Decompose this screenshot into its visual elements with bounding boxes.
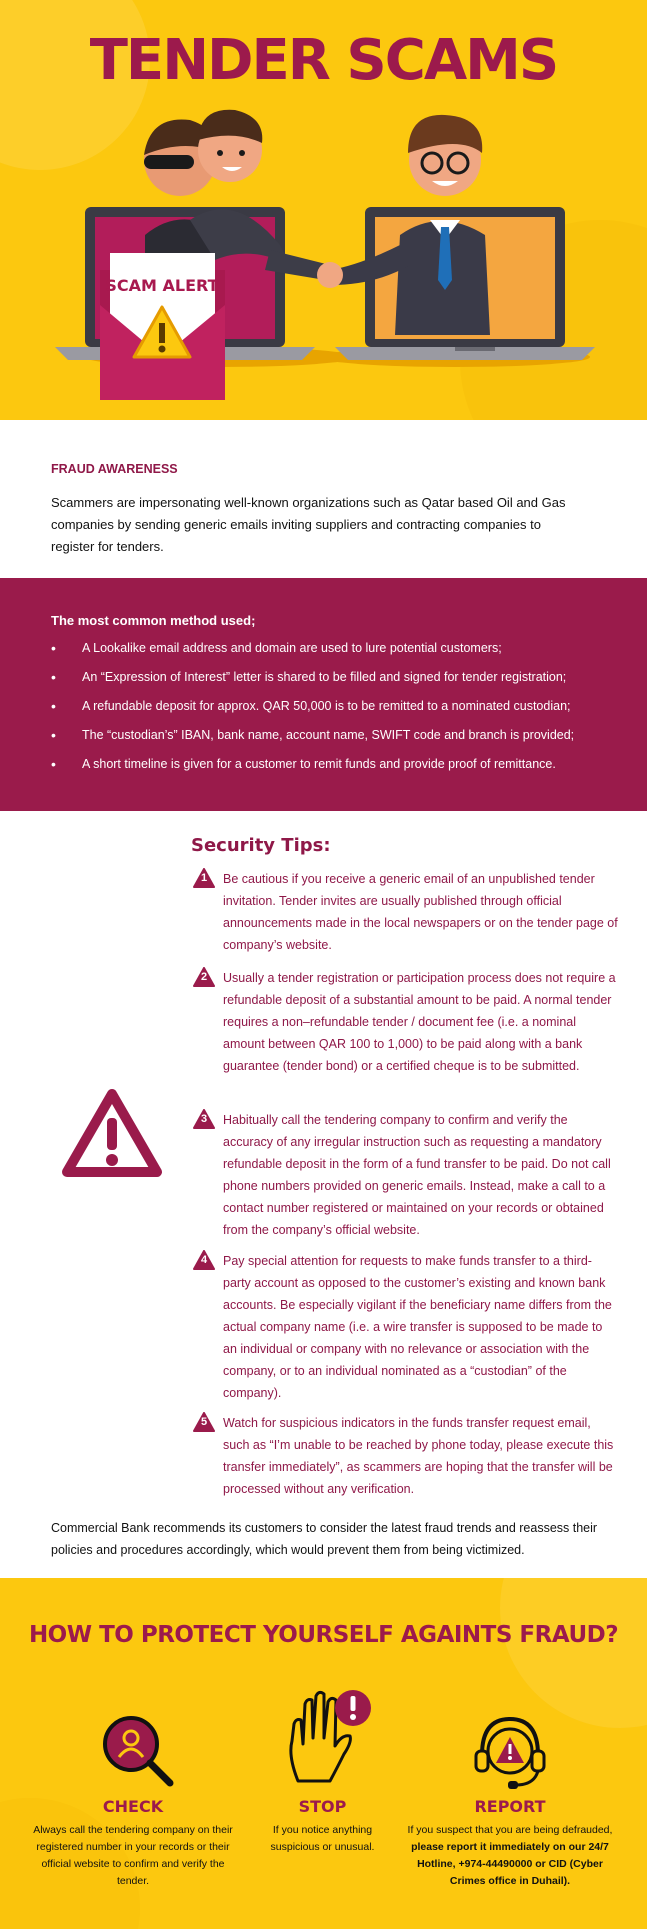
support-headset-icon [468, 1711, 552, 1793]
warning-triangle-icon [60, 1086, 164, 1180]
fraud-awareness-text: Scammers are impersonating well-known organizations such as Qatar based Oil and Gas companies by sending generic emails inviting suppliers and contracting companies to register for tenders. [51, 495, 566, 554]
report-hotline-text: please report it immediately on our 24/7 Hotline, +974-44490000 or CID (Cyber Crimes office in Duhail). [411, 1841, 609, 1887]
security-tip-3 [193, 1109, 618, 1241]
handshake-scam-illustration [40, 95, 610, 415]
fraud-awareness-heading: FRAUD AWARENESS [51, 462, 178, 476]
fraud-awareness-section [0, 420, 647, 578]
scam-alert-envelope-icon [100, 253, 225, 400]
tip-number-badge: 1 [193, 868, 215, 888]
security-tip-4 [193, 1250, 618, 1404]
report-title: REPORT [474, 1797, 546, 1816]
common-method-heading: The most common method used; [51, 613, 256, 628]
list-item: • A short timeline is given for a customer to remit funds and provide proof of remittance. [51, 750, 621, 779]
common-method-section [0, 578, 647, 811]
security-tip-1 [193, 868, 618, 956]
tip-text: Be cautious if you receive a generic email of an unpublished tender invitation. Tender invites are usually published through official announcements made in the local newspapers or on the tender page of company’s website. [223, 872, 618, 952]
tip-text: Watch for suspicious indicators in the funds transfer request email, such as “I’m unable to be reached by phone today, please execute this transfer immediately”, as scammers are hoping that the transfer will be processed without any verification. [223, 1416, 614, 1496]
magnifier-user-icon [98, 1711, 178, 1791]
list-item: • The “custodian’s” IBAN, bank name, account name, SWIFT code and branch is provided; [51, 721, 621, 750]
tip-number-badge: 2 [193, 967, 215, 987]
stop-text: If you notice anything suspicious or unusual. [270, 1824, 375, 1853]
closing-statement: Commercial Bank recommends its customers to consider the latest fraud trends and reassess their policies and procedures accordingly, which would prevent them from being victimized. [51, 1521, 598, 1557]
stop-hand-icon [280, 1686, 375, 1791]
tip-number-badge: 4 [193, 1250, 215, 1270]
tip-text: Habitually call the tendering company to confirm and verify the accuracy of any irregular instruction such as requesting a mandatory refundable deposit in the form of a fund transfer to be paid. Do not call phone numbers provided on generic emails. Instead, make a call to a contact number registered or maintained on your records or obtained from the company’s official website. [223, 1113, 611, 1237]
security-tips-title: Security Tips: [191, 835, 331, 856]
tip-text: Usually a tender registration or participation process does not require a refundable deposit of a substantial amount to be paid. A normal tender requires a non–refundable tender / document fee (i.e. a nominal amount between QAR 100 to 1,000) to be paid along with a bank guarantee (tender bond) or a certified cheque is to be submitted. [223, 971, 616, 1073]
protect-title: HOW TO PROTECT YOURSELF AGAINTS FRAUD? [28, 1622, 619, 1648]
report-text [400, 1822, 620, 1890]
security-tips-section [0, 811, 647, 1578]
method-list [51, 634, 621, 779]
check-title: CHECK [102, 1797, 164, 1816]
security-tip-5 [193, 1412, 618, 1500]
protect-yourself-section [0, 1578, 647, 1929]
tip-number-badge: 3 [193, 1109, 215, 1129]
list-item: • A refundable deposit for approx. QAR 50,000 is to be remitted to a nominated custodian; [51, 692, 621, 721]
tip-text: Pay special attention for requests to make funds transfer to a third-party account as opposed to the customer’s existing and known bank accounts. Be especially vigilant if the beneficiary name differs from the actual company name (i.e. a wire transfer is supposed to be made to an individual or company with no relevance or association with the company, or to an individual nominated as a “custodian” of the company). [223, 1254, 612, 1400]
hero-banner [0, 0, 647, 420]
report-text-plain: If you suspect that you are being defrauded, [407, 1824, 613, 1836]
tip-number-badge: 5 [193, 1412, 215, 1432]
security-tip-2 [193, 967, 618, 1077]
list-item: • An “Expression of Interest” letter is shared to be filled and signed for tender registration; [51, 663, 621, 692]
svg-text:SCAM ALERT: SCAM ALERT [105, 276, 219, 295]
page-title: TENDER SCAMS [89, 28, 558, 93]
stop-title: STOP [298, 1797, 347, 1816]
check-text: Always call the tendering company on their registered number in your records or their official website to confirm and verify the tender. [33, 1824, 233, 1887]
list-item: • A Lookalike email address and domain are used to lure potential customers; [51, 634, 621, 663]
